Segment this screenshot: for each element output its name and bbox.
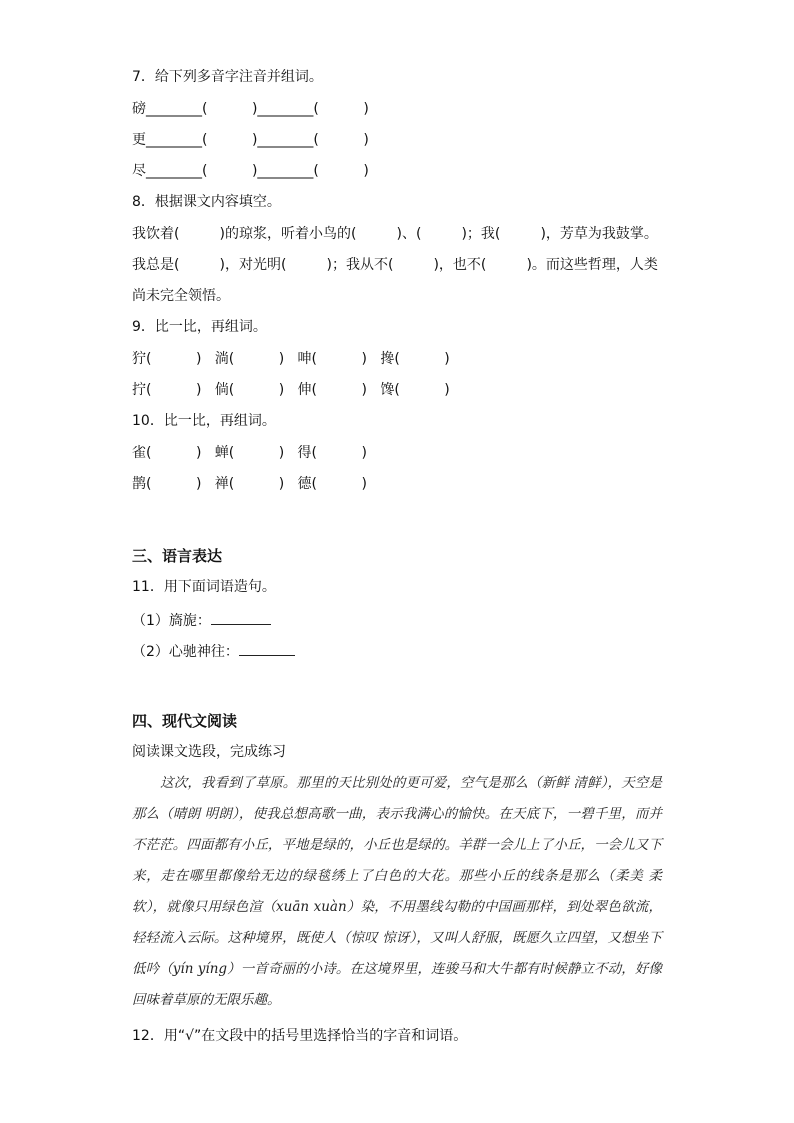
q11-item-1-label: （1）旖旎：: [132, 613, 211, 629]
q11-item-2-label: （2）心驰神往：: [132, 644, 239, 660]
q10-title: 10．比一比，再组词。: [132, 413, 276, 429]
q11-answer-blank-2: [239, 641, 295, 656]
q11-answer-blank-1: [211, 610, 271, 625]
q10-row-2: 鹊( ) 禅( ) 德( ): [132, 476, 367, 492]
q7-row-1: 磅________( )________( ): [132, 101, 369, 117]
q8-line-1: 我饮着( )的琼浆，听着小鸟的( )、( )；我( )，芳草为我鼓掌。: [132, 226, 658, 242]
reading-passage: [132, 768, 662, 1016]
section3-heading: 三、语言表达: [132, 547, 223, 565]
q8-line-2: 我总是( )，对光明( )；我从不( )，也不( )。而这些哲理，人类: [132, 257, 658, 273]
q11-item-1: [132, 610, 271, 630]
q7-row-2: 更________( )________( ): [132, 132, 369, 148]
reading-instruction: 阅读课文选段，完成练习: [132, 744, 286, 760]
q9-title: 9．比一比，再组词。: [132, 319, 267, 335]
q12-title: 12．用“√”在文段中的括号里选择恰当的字音和词语。: [132, 1028, 468, 1044]
q11-item-2: [132, 641, 295, 661]
q7-row-3: 尽________( )________( ): [132, 163, 369, 179]
q10-row-1: 雀( ) 蝉( ) 得( ): [132, 445, 367, 461]
section4-heading: 四、现代文阅读: [132, 712, 238, 730]
q8-title: 8．根据课文内容填空。: [132, 194, 281, 210]
reading-passage-text: 这次，我看到了草原。那里的天比别处的更可爱，空气是那么（新鲜 清鲜），天空是那么（晴朗 明朗），使我总想高歌一曲，表示我满心的愉快。在天底下，一碧千里，而并不茫茫。四面都有小丘，平地是绿的，小丘也是绿的。羊群一会儿上了小丘，一会儿又下来，走在哪里都像给无边的绿毯绣上了白色的大花。那些小丘的线条是那么（柔美 柔软），就像只用绿色渲（xuān xuàn）染，不用墨线勾勒的中国画那样，到处翠色欲流，轻轻流入云际。这种境界，既使人（惊叹 惊讶），又叫人舒服，既愿久立四望，又想坐下低吟（yín yíng）一首奇丽的小诗。在这境界里，连骏马和大牛都有时候静立不动，好像回味着草原的无限乐趣。: [132, 775, 662, 1008]
q9-row-2: 拧( ) 倘( ) 伸( ) 馋( ): [132, 382, 450, 398]
q11-title: 11．用下面词语造句。: [132, 579, 276, 595]
q7-title: 7．给下列多音字注音并组词。: [132, 69, 323, 85]
q9-row-1: 狞( ) 淌( ) 呻( ) 搀( ): [132, 351, 450, 367]
q8-line-3: 尚未完全领悟。: [132, 288, 230, 304]
